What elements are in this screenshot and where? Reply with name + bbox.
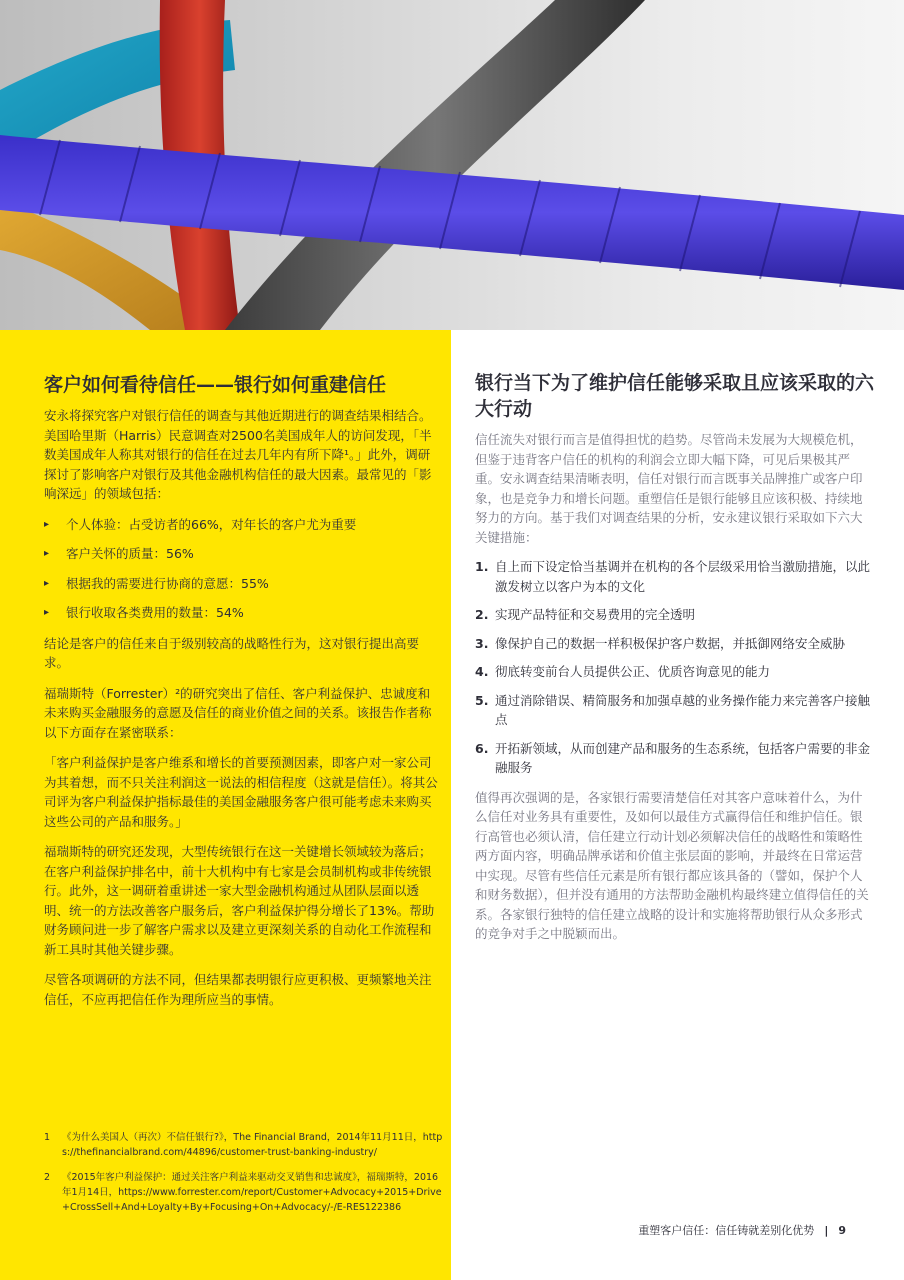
action-text: 自上而下设定恰当基调并在机构的各个层级采用恰当激励措施，以此激发树立以客户为本的文化 bbox=[495, 559, 871, 594]
list-item bbox=[475, 557, 870, 596]
list-item: ▸ 银行收取各类费用的数量：54% bbox=[44, 603, 439, 623]
right-body bbox=[475, 430, 870, 954]
list-item bbox=[475, 605, 870, 625]
action-list bbox=[475, 557, 870, 778]
action-text: 开拓新领域，从而创建产品和服务的生态系统，包括客户需要的非金融服务 bbox=[495, 740, 871, 775]
action-number: 5. bbox=[475, 692, 489, 708]
list-item bbox=[475, 662, 870, 682]
left-column bbox=[0, 330, 451, 1280]
footnote bbox=[44, 1130, 444, 1160]
page-footer bbox=[638, 1222, 846, 1238]
left-paragraph: 安永将探究客户对银行信任的调查与其他近期进行的调查结果相结合。美国哈里斯（Harris）民意调查对2500名美国成年人的访问发现，「半数美国成年人称其对银行的信任在过去几年内有所下降¹。」此外，调研探讨了影响客户对银行及其他金融机构信任的最大因素。最常见的「影响深远」的领域包括： bbox=[44, 408, 432, 501]
left-paragraph: 结论是客户的信任来自于级别较高的战略性行为，这对银行提出高要求。 bbox=[44, 635, 420, 670]
footnote-text: 《为什么美国人（再次）不信任银行?》，The Financial Brand，2014年11月11日，https://thefinancialbrand.com/44896/customer-trust-banking-industry/ bbox=[62, 1132, 443, 1158]
left-heading: 客户如何看待信任——银行如何重建信任 bbox=[44, 374, 387, 396]
action-number: 2. bbox=[475, 607, 489, 622]
action-number: 1. bbox=[475, 559, 489, 574]
list-item bbox=[475, 691, 870, 730]
footer-title: 重塑客户信任：信任铸就差别化优势 bbox=[638, 1224, 815, 1237]
action-text: 像保护自己的数据一样积极保护客户数据，并抵御网络安全威胁 bbox=[495, 635, 846, 651]
action-number: 6. bbox=[475, 740, 489, 756]
quote-paragraph: 「客户利益保护是客户维系和增长的首要预测因素，即客户对一家公司为其着想，而不只关注利润这一说法的相信程度（这就是信任）。将其公司评为客户利益保护指标最佳的美国金融服务客户很可能考虑未来购买这些公司的产品和服务。」 bbox=[44, 755, 438, 829]
right-heading: 银行当下为了维护信任能够采取且应该采取的六大行动 bbox=[475, 372, 875, 420]
footnote-text: 《2015年客户利益保护：通过关注客户利益来驱动交叉销售和忠诚度》，福瑞斯特，2016年1月14日，https://www.forrester.com/report/Customer+Advocacy+2015+Drive+CrossSell+And+Loyalty+By+Focusing+On+Advocacy/-/E-RES122386 bbox=[62, 1172, 442, 1213]
hero-image bbox=[0, 0, 904, 330]
footnote bbox=[44, 1170, 444, 1215]
right-intro: 信任流失对银行而言是值得担忧的趋势。尽管尚未发展为大规模危机，但鉴于违背客户信任的机构的利润会立即大幅下降，可见后果极其严重。安永调查结果清晰表明，信任对银行而言既事关品牌推广或客户印象，也是竞争力和增长问题。重塑信任是银行能够且应该积极、持续地努力的方向。基于我们对调查结果的分析，安永建议银行采取如下六大关键措施： bbox=[475, 432, 863, 545]
list-item: ▸ 客户关怀的质量：56% bbox=[44, 544, 439, 564]
right-closing: 值得再次强调的是，各家银行需要清楚信任对其客户意味着什么，为什么信任对业务具有重要性，及如何以最佳方式赢得信任和维护信任。银行高管也必须认清，信任建立行动计划必须解决信任的战略性和策略性两方面内容，明确品牌承诺和价值主张层面的影响，并最终在日常运营中实现。尽管有些信任元素是所有银行都应该具备的（譬如，保护个人和财务数据），但并没有通用的方法帮助金融机构最终建立值得信任的关系。各家银行独特的信任建立战略的设计和实施将帮助银行从众多形式的竞争对手之中脱颖而出。 bbox=[475, 789, 869, 941]
action-number: 4. bbox=[475, 664, 489, 679]
footnote-number: 2 bbox=[44, 1172, 51, 1183]
left-paragraph: 福瑞斯特的研究还发现，大型传统银行在这一关键增长领域较为落后；在客户利益保护排名中，前十大机构中有七家是会员制机构或非传统银行。此外，这一调研着重讲述一家大型金融机构通过从团队层面以透明、统一的方法改善客户服务后，客户利益保护得分增长了13%。帮助财务顾问进一步了解客户需求以及建立更深刻关系的自动化工作流程和新工具时其他关键步骤。 bbox=[44, 844, 435, 957]
action-text: 通过消除错误、精简服务和加强卓越的业务操作能力来完善客户接触点 bbox=[495, 692, 871, 727]
right-column bbox=[451, 330, 904, 1280]
action-text: 实现产品特征和交易费用的完全透明 bbox=[495, 607, 696, 622]
left-paragraph: 尽管各项调研的方法不同，但结果都表明银行应更积极、更频繁地关注信任，不应再把信任作为理所应当的事情。 bbox=[44, 972, 432, 1007]
list-item: ▸ 根据我的需要进行协商的意愿：55% bbox=[44, 574, 439, 594]
action-text: 彻底转变前台人员提供公正、优质咨询意见的能力 bbox=[495, 664, 771, 679]
factor-list bbox=[44, 515, 439, 623]
footnotes bbox=[44, 1130, 444, 1225]
list-item bbox=[475, 634, 870, 654]
left-body bbox=[44, 406, 439, 1020]
page-number: 9 bbox=[838, 1224, 846, 1237]
list-item: ▸ 个人体验：占受访者的66%，对年长的客户尤为重要 bbox=[44, 515, 439, 535]
left-paragraph: 福瑞斯特（Forrester）²的研究突出了信任、客户利益保护、忠诚度和未来购买金融服务的意愿及信任的商业价值之间的关系。该报告作者称以下方面存在紧密联系： bbox=[44, 685, 432, 740]
list-item bbox=[475, 739, 870, 778]
ropes-illustration bbox=[0, 0, 904, 330]
footer-separator: | bbox=[824, 1224, 829, 1237]
action-number: 3. bbox=[475, 635, 489, 651]
footnote-number: 1 bbox=[44, 1132, 51, 1143]
